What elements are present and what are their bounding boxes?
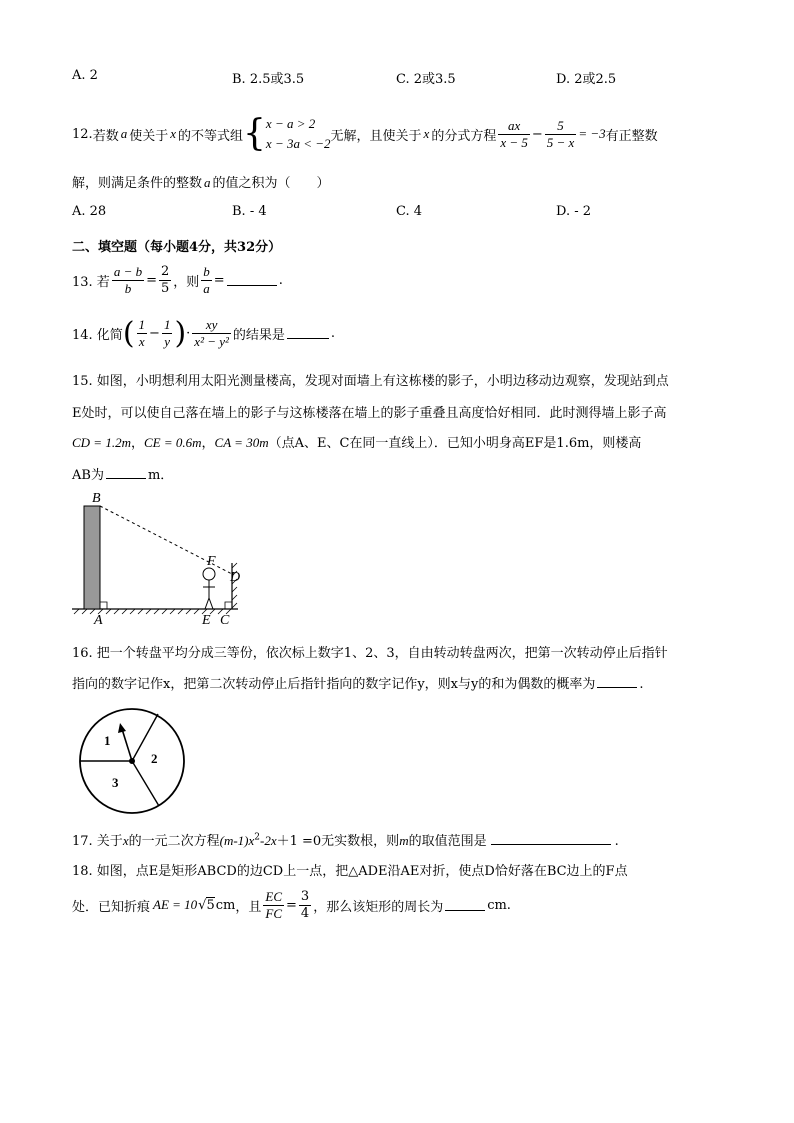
q17-var-x: x bbox=[122, 833, 129, 848]
q12-text: 的不等式组 bbox=[178, 128, 244, 144]
period: . bbox=[278, 272, 283, 288]
inequality-system bbox=[266, 114, 331, 154]
building-shadow-figure bbox=[66, 488, 256, 628]
q14-text: 的结果是 bbox=[232, 327, 285, 343]
right-angle-mark bbox=[225, 602, 232, 609]
person-leg bbox=[205, 598, 209, 609]
q15-text: AB为 bbox=[72, 468, 104, 483]
q17 bbox=[72, 830, 619, 849]
spinner-figure bbox=[74, 705, 190, 817]
unit-cm: cm. bbox=[487, 897, 511, 913]
sector-label-2: 2 bbox=[151, 751, 158, 766]
q17-var-m: m bbox=[399, 833, 409, 848]
label-c: C bbox=[220, 613, 230, 628]
q11-option-d: D. 2或2.5 bbox=[556, 72, 617, 87]
label-e: E bbox=[202, 613, 211, 628]
answer-blank[interactable] bbox=[597, 676, 637, 688]
period: . bbox=[330, 325, 336, 341]
ca-measure: CA = 30m bbox=[214, 435, 269, 450]
separator: ， bbox=[201, 436, 215, 451]
answer-blank[interactable] bbox=[445, 899, 485, 911]
q12-text: 若数 bbox=[92, 128, 119, 144]
exponent: 2 bbox=[254, 832, 260, 843]
cd-measure: CD = 1.2m bbox=[72, 435, 131, 450]
period: . bbox=[614, 834, 619, 849]
q13-fraction-2: $\frac{2}{5}$ bbox=[161, 263, 170, 296]
q17-text: ＋1 =0无实数根，则 bbox=[276, 834, 400, 849]
q11-option-b: B. 2.5或3.5 bbox=[232, 72, 305, 87]
q18-text: 处．已知折痕 bbox=[72, 899, 151, 915]
q17-text: 17. 关于 bbox=[72, 834, 123, 849]
q15-line4 bbox=[72, 464, 173, 483]
q16-line2 bbox=[72, 673, 644, 692]
q18-text: ，那么该矩形的周长为 bbox=[313, 899, 444, 915]
q15-line3 bbox=[72, 432, 641, 451]
q15-text: m． bbox=[147, 468, 174, 483]
q13-fraction-3: $\frac{b}{a}$ bbox=[203, 263, 210, 296]
right-angle-mark bbox=[100, 602, 107, 609]
q15-line2: E处时，可以使自己落在墙上的影子与这栋楼落在墙上的影子重叠且高度恰好相同．此时测得墙上影子高 bbox=[72, 406, 667, 421]
answer-blank[interactable] bbox=[287, 327, 329, 339]
q12-option-a: A. 28 bbox=[72, 204, 107, 219]
q17-text: 的一元二次方程 bbox=[128, 834, 220, 849]
inequality-row-2: x − 3a < −2 bbox=[265, 136, 331, 151]
q12-equals: = −3 bbox=[578, 126, 606, 141]
q18-line2 bbox=[72, 882, 511, 928]
q18-line1: 18. 如图，点E是矩形ABCD的边CD上一点，把△ADE沿AE对折，使点D恰好落在BC边上的F点 bbox=[72, 864, 628, 879]
sector-label-3: 3 bbox=[112, 775, 119, 790]
equals-sign: = bbox=[286, 897, 297, 913]
minus-sign: − bbox=[531, 126, 543, 142]
period: . bbox=[639, 677, 644, 692]
q13-fraction-1: $\frac{a - b}{b}$ bbox=[113, 263, 143, 296]
q14-fraction-3: $\frac{xy}{\text{x² − y²}}$ bbox=[194, 316, 229, 349]
q14-number: 14. 化简 bbox=[72, 327, 123, 343]
sector-label-1: 1 bbox=[104, 733, 111, 748]
left-paren: ( bbox=[122, 315, 135, 351]
q12-option-d: D. - 2 bbox=[556, 204, 592, 219]
inequality-row-1: x − a > 2 bbox=[265, 116, 316, 131]
answer-blank[interactable] bbox=[227, 274, 277, 286]
q14-fraction-1: $\frac{1}{x}$ bbox=[138, 316, 146, 349]
q12-option-b: B. - 4 bbox=[232, 204, 267, 219]
q18-fraction-2: $\frac{3}{4}$ bbox=[300, 888, 310, 921]
answer-blank[interactable] bbox=[491, 833, 611, 845]
equals-sign: = bbox=[146, 272, 157, 288]
q16-text: 指向的数字记作x，把第二次转动停止后指针指向的数字记作y，则x与y的和为偶数的概率为 bbox=[72, 677, 596, 692]
separator: ， bbox=[130, 436, 144, 451]
q12-var-x: x bbox=[423, 126, 430, 141]
label-b: B bbox=[92, 491, 101, 506]
q12-text: 的值之积为（ ） bbox=[212, 176, 330, 191]
q13 bbox=[72, 258, 283, 302]
unit-cm: cm bbox=[215, 897, 236, 913]
person-head bbox=[203, 568, 215, 580]
q12-text: 使关于 bbox=[129, 128, 169, 144]
q12-fraction-1: $\frac{ax}{x - 5}$ bbox=[500, 117, 528, 150]
q12-text: 无解，且使关于 bbox=[330, 128, 422, 144]
q12-line1 bbox=[72, 112, 658, 156]
q15-text: （点A、E、C在同一直线上）．已知小明身高EF是1.6m，则楼高 bbox=[268, 436, 642, 451]
dot-operator: · bbox=[186, 325, 191, 341]
q12-var-x: x bbox=[170, 126, 176, 141]
q12-text: 解，则满足条件的整数 bbox=[72, 176, 203, 191]
q12-var-a: a bbox=[204, 175, 211, 190]
q16-line1: 16. 把一个转盘平均分成三等份，依次标上数字1、2、3，自由转动转盘两次，把第一次转动停止后指针 bbox=[72, 646, 668, 661]
sqrt-radicand: 5 bbox=[206, 898, 215, 913]
q18-fraction-1: $\frac{EC}{FC}$ bbox=[265, 888, 282, 921]
q12-text: 的分式方程 bbox=[431, 128, 497, 144]
minus-sign: − bbox=[149, 325, 160, 341]
q14 bbox=[72, 310, 335, 356]
q13-number: 13. 若 bbox=[72, 274, 110, 290]
label-d: D bbox=[230, 570, 241, 585]
section-heading: 二、填空题（每小题4分，共32分） bbox=[72, 240, 282, 255]
q13-text: ，则 bbox=[173, 274, 200, 290]
inequality-brace: { bbox=[243, 113, 266, 154]
q15-line1: 15. 如图，小明想利用太阳光测量楼高，发现对面墙上有这栋楼的影子，小明边移动边观察，发现站到点 bbox=[72, 374, 669, 389]
q11-option-a: A. 2 bbox=[72, 68, 98, 83]
sqrt-symbol: √ bbox=[198, 897, 207, 913]
label-a: A bbox=[94, 613, 103, 628]
ce-measure: CE = 0.6m bbox=[144, 435, 202, 450]
q12-fraction-2: $\frac{5}{5 - x}$ bbox=[546, 117, 575, 150]
q17-expression: (m-1)x bbox=[219, 833, 255, 848]
ae-length: AE = 10 bbox=[153, 897, 198, 912]
answer-blank[interactable] bbox=[106, 467, 146, 479]
q17-text: 的取值范围是 bbox=[408, 834, 487, 849]
label-f: F bbox=[207, 554, 216, 569]
q12-var-a: a bbox=[120, 126, 128, 141]
person-leg bbox=[209, 598, 213, 609]
q12-text: 有正整数 bbox=[605, 128, 658, 144]
equals-sign: = bbox=[213, 272, 225, 288]
building bbox=[84, 506, 100, 609]
q11-option-c: C. 2或3.5 bbox=[396, 72, 456, 87]
q18-text: ，且 bbox=[235, 899, 262, 915]
q14-fraction-2: $\frac{1}{y}$ bbox=[163, 316, 171, 349]
q12-option-c: C. 4 bbox=[396, 204, 423, 219]
q12-number: 12. bbox=[72, 126, 93, 142]
right-paren: ) bbox=[174, 315, 187, 351]
q17-expression: -2x bbox=[260, 833, 277, 848]
q12-line2 bbox=[72, 172, 330, 191]
